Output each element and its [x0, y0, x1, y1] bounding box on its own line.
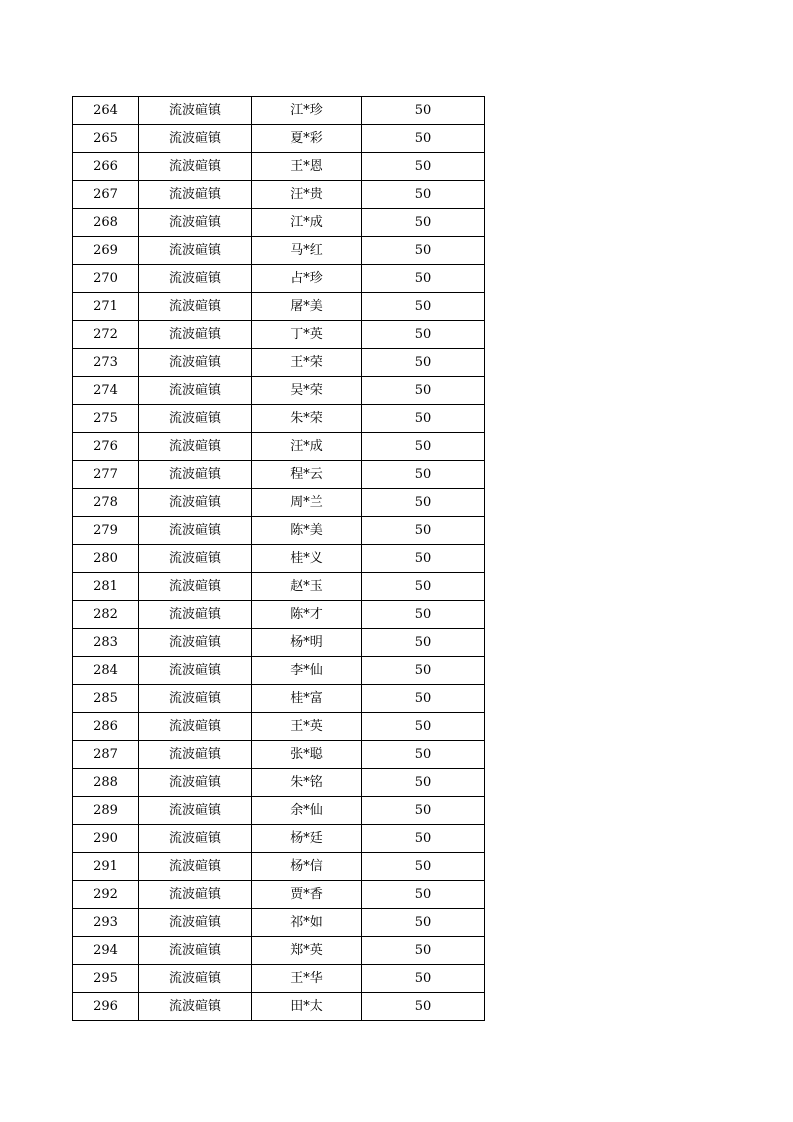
table-row [73, 853, 485, 881]
town-cell: 流波碹镇 [139, 937, 252, 965]
table-row [73, 965, 485, 993]
row-number-cell: 284 [73, 657, 139, 685]
person-name-cell: 张*聪 [252, 741, 362, 769]
amount-cell: 50 [362, 517, 485, 545]
row-number-cell: 288 [73, 769, 139, 797]
row-number-cell: 271 [73, 293, 139, 321]
table-row [73, 685, 485, 713]
table-row [73, 405, 485, 433]
town-cell: 流波碹镇 [139, 125, 252, 153]
amount-cell: 50 [362, 573, 485, 601]
row-number-cell: 281 [73, 573, 139, 601]
amount-cell: 50 [362, 209, 485, 237]
table-row [73, 321, 485, 349]
amount-cell: 50 [362, 713, 485, 741]
table-row [73, 601, 485, 629]
amount-cell: 50 [362, 461, 485, 489]
town-cell: 流波碹镇 [139, 965, 252, 993]
row-number-cell: 277 [73, 461, 139, 489]
row-number-cell: 292 [73, 881, 139, 909]
person-name-cell: 周*兰 [252, 489, 362, 517]
amount-cell: 50 [362, 657, 485, 685]
amount-cell: 50 [362, 825, 485, 853]
person-name-cell: 马*红 [252, 237, 362, 265]
row-number-cell: 276 [73, 433, 139, 461]
amount-cell: 50 [362, 965, 485, 993]
person-name-cell: 占*珍 [252, 265, 362, 293]
person-name-cell: 祁*如 [252, 909, 362, 937]
table-row [73, 265, 485, 293]
amount-cell: 50 [362, 405, 485, 433]
person-name-cell: 王*荣 [252, 349, 362, 377]
row-number-cell: 266 [73, 153, 139, 181]
town-cell: 流波碹镇 [139, 881, 252, 909]
town-cell: 流波碹镇 [139, 601, 252, 629]
person-name-cell: 江*珍 [252, 97, 362, 125]
table-row [73, 461, 485, 489]
person-name-cell: 桂*义 [252, 545, 362, 573]
town-cell: 流波碹镇 [139, 685, 252, 713]
row-number-cell: 273 [73, 349, 139, 377]
row-number-cell: 287 [73, 741, 139, 769]
town-cell: 流波碹镇 [139, 293, 252, 321]
person-name-cell: 王*华 [252, 965, 362, 993]
town-cell: 流波碹镇 [139, 797, 252, 825]
row-number-cell: 291 [73, 853, 139, 881]
person-name-cell: 杨*廷 [252, 825, 362, 853]
row-number-cell: 267 [73, 181, 139, 209]
person-name-cell: 郑*英 [252, 937, 362, 965]
amount-cell: 50 [362, 545, 485, 573]
town-cell: 流波碹镇 [139, 209, 252, 237]
amount-cell: 50 [362, 993, 485, 1021]
town-cell: 流波碹镇 [139, 993, 252, 1021]
amount-cell: 50 [362, 881, 485, 909]
row-number-cell: 268 [73, 209, 139, 237]
town-cell: 流波碹镇 [139, 405, 252, 433]
person-name-cell: 陈*美 [252, 517, 362, 545]
town-cell: 流波碹镇 [139, 237, 252, 265]
town-cell: 流波碹镇 [139, 713, 252, 741]
row-number-cell: 265 [73, 125, 139, 153]
town-cell: 流波碹镇 [139, 657, 252, 685]
row-number-cell: 269 [73, 237, 139, 265]
row-number-cell: 290 [73, 825, 139, 853]
amount-cell: 50 [362, 937, 485, 965]
person-name-cell: 朱*铭 [252, 769, 362, 797]
row-number-cell: 264 [73, 97, 139, 125]
roster-table-body [73, 97, 485, 1021]
town-cell: 流波碹镇 [139, 97, 252, 125]
table-row [73, 293, 485, 321]
town-cell: 流波碹镇 [139, 573, 252, 601]
amount-cell: 50 [362, 853, 485, 881]
amount-cell: 50 [362, 153, 485, 181]
amount-cell: 50 [362, 377, 485, 405]
town-cell: 流波碹镇 [139, 741, 252, 769]
row-number-cell: 282 [73, 601, 139, 629]
person-name-cell: 汪*贵 [252, 181, 362, 209]
amount-cell: 50 [362, 685, 485, 713]
town-cell: 流波碹镇 [139, 517, 252, 545]
table-row [73, 797, 485, 825]
row-number-cell: 278 [73, 489, 139, 517]
row-number-cell: 285 [73, 685, 139, 713]
table-row [73, 769, 485, 797]
table-row [73, 713, 485, 741]
town-cell: 流波碹镇 [139, 181, 252, 209]
row-number-cell: 293 [73, 909, 139, 937]
row-number-cell: 296 [73, 993, 139, 1021]
table-row [73, 433, 485, 461]
person-name-cell: 陈*才 [252, 601, 362, 629]
person-name-cell: 杨*明 [252, 629, 362, 657]
row-number-cell: 272 [73, 321, 139, 349]
table-row [73, 909, 485, 937]
amount-cell: 50 [362, 97, 485, 125]
table-row [73, 825, 485, 853]
town-cell: 流波碹镇 [139, 265, 252, 293]
amount-cell: 50 [362, 629, 485, 657]
person-name-cell: 赵*玉 [252, 573, 362, 601]
table-row [73, 993, 485, 1021]
person-name-cell: 王*恩 [252, 153, 362, 181]
table-row [73, 97, 485, 125]
table-row [73, 881, 485, 909]
row-number-cell: 280 [73, 545, 139, 573]
table-row [73, 181, 485, 209]
person-name-cell: 朱*荣 [252, 405, 362, 433]
amount-cell: 50 [362, 769, 485, 797]
table-row [73, 517, 485, 545]
row-number-cell: 275 [73, 405, 139, 433]
table-row [73, 629, 485, 657]
amount-cell: 50 [362, 797, 485, 825]
table-row [73, 937, 485, 965]
person-name-cell: 夏*彩 [252, 125, 362, 153]
amount-cell: 50 [362, 909, 485, 937]
table-row [73, 741, 485, 769]
amount-cell: 50 [362, 293, 485, 321]
person-name-cell: 田*太 [252, 993, 362, 1021]
row-number-cell: 274 [73, 377, 139, 405]
town-cell: 流波碹镇 [139, 349, 252, 377]
person-name-cell: 程*云 [252, 461, 362, 489]
subsidy-roster-table [72, 96, 485, 1021]
town-cell: 流波碹镇 [139, 461, 252, 489]
amount-cell: 50 [362, 741, 485, 769]
town-cell: 流波碹镇 [139, 769, 252, 797]
table-row [73, 237, 485, 265]
town-cell: 流波碹镇 [139, 377, 252, 405]
row-number-cell: 294 [73, 937, 139, 965]
person-name-cell: 桂*富 [252, 685, 362, 713]
person-name-cell: 江*成 [252, 209, 362, 237]
row-number-cell: 283 [73, 629, 139, 657]
amount-cell: 50 [362, 489, 485, 517]
town-cell: 流波碹镇 [139, 153, 252, 181]
person-name-cell: 余*仙 [252, 797, 362, 825]
row-number-cell: 279 [73, 517, 139, 545]
town-cell: 流波碹镇 [139, 629, 252, 657]
table-row [73, 349, 485, 377]
table-row [73, 209, 485, 237]
table-row [73, 153, 485, 181]
town-cell: 流波碹镇 [139, 321, 252, 349]
row-number-cell: 270 [73, 265, 139, 293]
amount-cell: 50 [362, 265, 485, 293]
amount-cell: 50 [362, 321, 485, 349]
person-name-cell: 丁*英 [252, 321, 362, 349]
table-row [73, 657, 485, 685]
person-name-cell: 李*仙 [252, 657, 362, 685]
town-cell: 流波碹镇 [139, 433, 252, 461]
row-number-cell: 295 [73, 965, 139, 993]
amount-cell: 50 [362, 601, 485, 629]
amount-cell: 50 [362, 349, 485, 377]
table-row [73, 489, 485, 517]
amount-cell: 50 [362, 237, 485, 265]
town-cell: 流波碹镇 [139, 489, 252, 517]
town-cell: 流波碹镇 [139, 909, 252, 937]
person-name-cell: 贾*香 [252, 881, 362, 909]
amount-cell: 50 [362, 181, 485, 209]
table-row [73, 573, 485, 601]
person-name-cell: 王*英 [252, 713, 362, 741]
amount-cell: 50 [362, 433, 485, 461]
amount-cell: 50 [362, 125, 485, 153]
row-number-cell: 289 [73, 797, 139, 825]
person-name-cell: 屠*美 [252, 293, 362, 321]
town-cell: 流波碹镇 [139, 825, 252, 853]
person-name-cell: 杨*信 [252, 853, 362, 881]
person-name-cell: 吴*荣 [252, 377, 362, 405]
town-cell: 流波碹镇 [139, 853, 252, 881]
table-row [73, 545, 485, 573]
town-cell: 流波碹镇 [139, 545, 252, 573]
table-row [73, 125, 485, 153]
table-row [73, 377, 485, 405]
person-name-cell: 汪*成 [252, 433, 362, 461]
row-number-cell: 286 [73, 713, 139, 741]
